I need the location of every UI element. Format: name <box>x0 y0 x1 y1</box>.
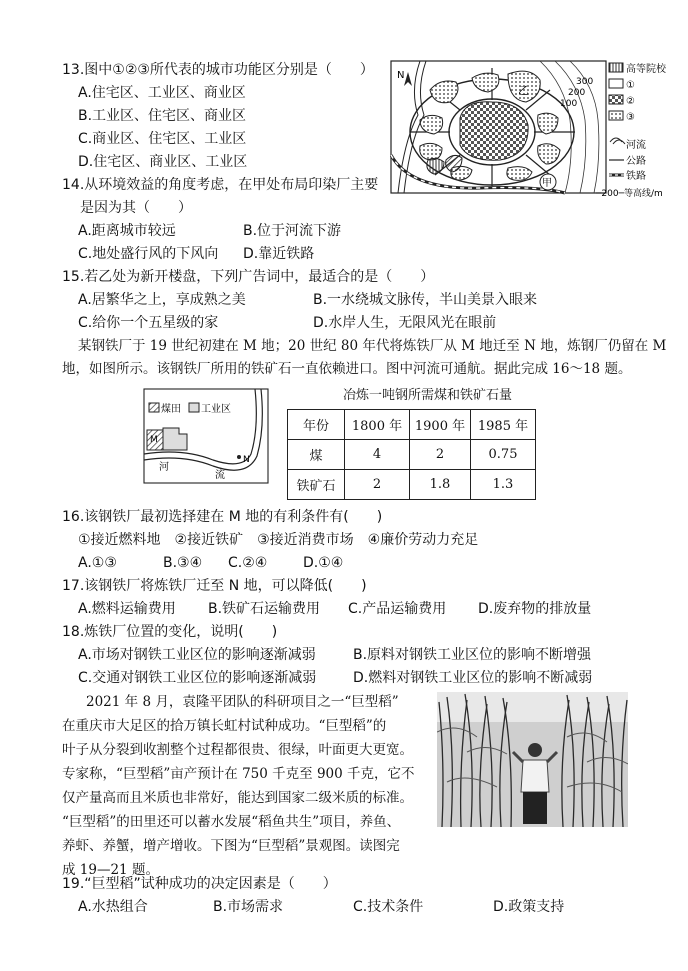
legend-railway: 铁路 <box>626 171 646 182</box>
table-cell: 4 <box>345 440 410 470</box>
passage2-line: 叶子从分裂到收割整个过程都很贵、很绿，叶面更大更宽。 <box>62 742 413 758</box>
q16-option-c: C.②④ <box>228 555 268 571</box>
table-row <box>288 470 536 500</box>
q18-option-c: C.交通对钢铁工业区位的影响逐渐减弱 <box>78 670 317 686</box>
table-header: 年份 <box>288 410 345 440</box>
coal-iron-table <box>287 409 536 500</box>
city-function-map <box>390 60 675 210</box>
table-header-row <box>288 410 536 440</box>
passage2-line: “巨型稻”的田里还可以蓄水发展“稻鱼共生”项目，养鱼、 <box>62 814 401 830</box>
label-yi: 乙 <box>518 84 529 97</box>
q16-option-d: D.①④ <box>303 555 344 571</box>
legend-coal: 煤田 <box>161 404 181 415</box>
q14-option-b: B.位于河流下游 <box>243 223 342 239</box>
passage2-line: 成 19—21 题。 <box>62 862 159 878</box>
table-cell: 0.75 <box>471 440 536 470</box>
passage2-line: 2021 年 8 月，袁隆平团队的科研项目之一“巨型稻” <box>86 694 399 710</box>
q19-option-b: B.市场需求 <box>213 899 284 915</box>
label-jia: 甲 <box>542 178 552 189</box>
passage2-line: 专家称，“巨型稻”亩产预计在 750 千克至 900 千克，它不 <box>62 766 415 782</box>
legend-road: 公路 <box>626 156 646 167</box>
table-cell: 煤 <box>288 440 345 470</box>
map1-north-label: N <box>397 70 405 81</box>
q15-option-d: D.水岸人生，无限风光在眼前 <box>313 315 497 331</box>
table-cell: 2 <box>345 470 410 500</box>
table-cell: 1.8 <box>410 470 471 500</box>
q14-option-a: A.距离城市较远 <box>78 223 176 239</box>
q16-conditions: ①接近燃料地 ②接近铁矿 ③接近消费市场 ④廉价劳动力充足 <box>78 532 479 548</box>
q15-option-c: C.给你一个五星级的家 <box>78 315 219 331</box>
passage2-line: 在重庆市大足区的拾万镇长虹村试种成功。“巨型稻”的 <box>62 718 387 734</box>
contour-label-200: 200 <box>568 88 586 98</box>
q17-option-b: B.铁矿石运输费用 <box>208 601 321 617</box>
q14-option-c: C.地处盛行风的下风向 <box>78 246 219 262</box>
legend-river: 河流 <box>626 140 646 151</box>
q15-option-a: A.居繁华之上，享成熟之美 <box>78 292 246 308</box>
q17-option-c: C.产品运输费用 <box>348 601 447 617</box>
passage2-line: 仅产量高而且米质也非常好，能达到国家二级米质的标准。 <box>62 790 413 806</box>
q16-option-a: A.①③ <box>78 555 117 571</box>
table-header: 1900 年 <box>410 410 471 440</box>
passage1-line2: 地，如图所示。该钢铁厂所用的铁矿石一直依赖进口。图中河流可通航。据此完成 16～18 题。 <box>62 361 632 377</box>
legend-zone-1: ① <box>626 80 635 91</box>
q13-option-c: C.商业区、住宅区、工业区 <box>78 131 247 147</box>
q16-stem: 16.该钢铁厂最初选择建在 M 地的有利条件有( ) <box>62 509 383 525</box>
q19-stem: 19.“巨型稻”试种成功的决定因素是（ ） <box>62 876 337 892</box>
q17-stem: 17.该钢铁厂将炼铁厂迁至 N 地，可以降低( ) <box>62 578 367 594</box>
q15-option-b: B.一水绕城文脉传，半山美景入眼来 <box>313 292 538 308</box>
table-cell: 1.3 <box>471 470 536 500</box>
q18-option-a: A.市场对钢铁工业区位的影响逐渐减弱 <box>78 647 316 663</box>
q19-option-d: D.政策支持 <box>493 899 565 915</box>
q15-stem: 15.若乙处为新开楼盘，下列广告词中，最适合的是（ ） <box>62 269 435 285</box>
mn-location-map <box>143 388 269 484</box>
table-header: 1985 年 <box>471 410 536 440</box>
q19-option-c: C.技术条件 <box>353 899 424 915</box>
q14-stem-line1: 14.从环境效益的角度考虑，在甲处布局印染厂主要 <box>62 177 379 193</box>
q13-option-d: D.住宅区、商业区、工业区 <box>78 154 248 170</box>
q13-stem: 13.图中①②③所代表的城市功能区分别是（ ） <box>62 62 374 78</box>
q14-stem-line2: 是因为其（ ） <box>80 200 192 216</box>
legend-college: 高等院校 <box>626 64 666 75</box>
table-title: 冶炼一吨钢所需煤和铁矿石量 <box>343 388 513 403</box>
q18-stem: 18.炼铁厂位置的变化，说明( ) <box>62 624 278 640</box>
river-label-2: 流 <box>215 470 225 481</box>
label-n: N <box>243 455 250 465</box>
contour-label-300: 300 <box>576 77 594 87</box>
legend-industry: 工业区 <box>201 404 231 415</box>
q18-option-d: D.燃料对钢铁工业区位的影响不断减弱 <box>353 670 593 686</box>
giant-rice-illustration <box>437 692 628 827</box>
giant-rice-photo <box>437 692 628 827</box>
river-label-1: 河 <box>159 462 169 473</box>
passage2-line: 养虾、养蟹，增产增收。下图为“巨型稻”景观图。读图完 <box>62 838 400 854</box>
legend-zone-3: ③ <box>626 112 635 123</box>
q16-option-b: B.③④ <box>163 555 203 571</box>
table-row <box>288 440 536 470</box>
q17-option-a: A.燃料运输费用 <box>78 601 176 617</box>
table-cell: 铁矿石 <box>288 470 345 500</box>
q13-option-a: A.住宅区、工业区、商业区 <box>78 85 246 101</box>
passage1-line1: 某钢铁厂于 19 世纪初建在 M 地；20 世纪 80 年代将炼铁厂从 M 地迁至 N 地，炼钢厂仍留在 M <box>78 338 667 354</box>
q18-option-b: B.原料对钢铁工业区位的影响不断增强 <box>353 647 592 663</box>
contour-label-100: 100 <box>560 99 578 109</box>
label-m: M <box>150 435 158 445</box>
q13-option-b: B.工业区、住宅区、商业区 <box>78 108 247 124</box>
table-header: 1800 年 <box>345 410 410 440</box>
q14-option-d: D.靠近铁路 <box>243 246 315 262</box>
q17-option-d: D.废弃物的排放量 <box>478 601 592 617</box>
q19-option-a: A.水热组合 <box>78 899 148 915</box>
legend-contour: ─200─等高线/m <box>596 189 663 199</box>
legend-zone-2: ② <box>626 96 635 107</box>
table-cell: 2 <box>410 440 471 470</box>
